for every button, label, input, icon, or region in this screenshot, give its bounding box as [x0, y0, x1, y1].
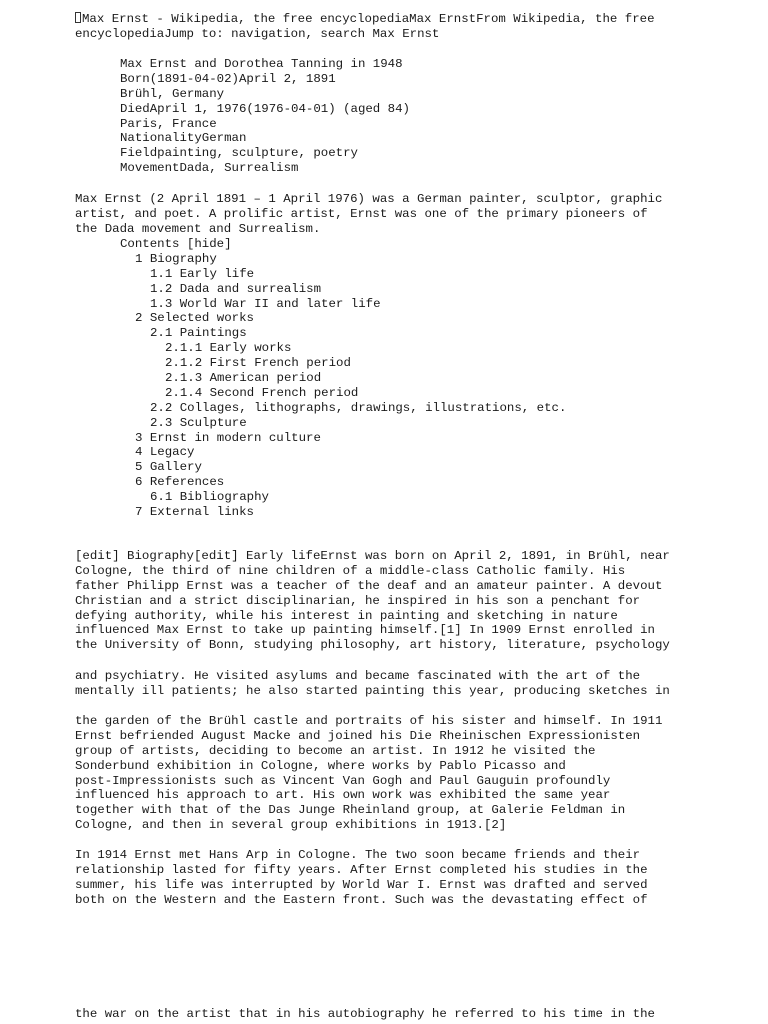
toc-item[interactable]: 2.1.1 Early works	[165, 341, 292, 356]
missing-glyph-icon	[75, 12, 81, 23]
infobox-field: Fieldpainting, sculpture, poetry	[120, 146, 358, 161]
toc-item[interactable]: 4 Legacy	[135, 445, 195, 460]
body-line: the University of Bonn, studying philosophy, art history, literature, psychology	[75, 638, 670, 653]
infobox-born: Born(1891-04-02)April 2, 1891	[120, 71, 336, 86]
toc-item[interactable]: 6 References	[135, 475, 225, 490]
body-line: summer, his life was interrupted by World War I. Ernst was drafted and served	[75, 877, 648, 892]
infobox-deathplace: Paris, France	[120, 116, 217, 131]
toc-item[interactable]: 1.3 World War II and later life	[150, 296, 381, 311]
toc-item[interactable]: 1 Biography	[135, 251, 217, 266]
body-line: group of artists, deciding to become an artist. In 1912 he visited the	[75, 743, 596, 758]
body-line: influenced his approach to art. His own work was exhibited the same year	[75, 788, 611, 803]
header-line-2: encyclopediaJump to: navigation, search Max Ernst	[75, 26, 440, 41]
biography-paragraph-3	[75, 714, 662, 833]
body-line: post-Impressionists such as Vincent Van Gogh and Paul Gauguin profoundly	[75, 773, 611, 788]
toc-item[interactable]: 2 Selected works	[135, 311, 254, 326]
body-line: mentally ill patients; he also started painting this year, producing sketches in	[75, 683, 670, 698]
toc-item[interactable]: 7 External links	[135, 505, 254, 520]
toc-item[interactable]: 2.2 Collages, lithographs, drawings, illustrations, etc.	[150, 400, 567, 415]
toc-item[interactable]: 1.1 Early life	[150, 266, 255, 281]
body-line: Cologne, and then in several group exhibitions in 1913.[2]	[75, 818, 507, 833]
infobox-died: DiedApril 1, 1976(1976-04-01) (aged 84)	[120, 101, 410, 116]
toc-item[interactable]: 2.1.2 First French period	[165, 356, 351, 371]
toc-item[interactable]: 2.1.4 Second French period	[165, 385, 359, 400]
table-of-contents	[75, 237, 715, 520]
toc-title: Contents [hide]	[120, 237, 232, 251]
body-line: defying authority, while his interest in painting and sketching in nature	[75, 608, 618, 623]
toc-item[interactable]: 3 Ernst in modern culture	[135, 430, 321, 445]
infobox	[75, 57, 410, 176]
body-line: together with that of the Das Junge Rheinland group, at Galerie Feldman in	[75, 803, 626, 818]
body-line: Cologne, the third of nine children of a middle-class Catholic family. His	[75, 563, 626, 578]
body-line: [edit] Biography[edit] Early lifeErnst was born on April 2, 1891, in Brühl, near	[75, 549, 670, 563]
biography-paragraph-2	[75, 669, 670, 699]
search-link[interactable]: search	[320, 26, 366, 41]
toc-list	[75, 252, 715, 520]
intro-line: the Dada movement and Surrealism.	[75, 221, 321, 236]
body-line: Ernst befriended August Macke and joined his Die Rheinischen Expressionisten	[75, 728, 641, 743]
body-line: In 1914 Ernst met Hans Arp in Cologne. The two soon became friends and their	[75, 848, 641, 862]
infobox-nationality: NationalityGerman	[120, 131, 247, 146]
infobox-movement: MovementDada, Surrealism	[120, 161, 299, 176]
body-line: father Philipp Ernst was a teacher of the deaf and an amateur painter. A devout	[75, 578, 663, 593]
body-line: relationship lasted for fifty years. After Ernst completed his studies in the	[75, 862, 648, 877]
body-line: influenced Max Ernst to take up painting himself.[1] In 1909 Ernst enrolled in	[75, 623, 655, 638]
toc-item[interactable]: 6.1 Bibliography	[150, 490, 269, 505]
body-line: the war on the artist that in his autobiography he referred to his time in the	[75, 1007, 655, 1021]
toc-item[interactable]: 5 Gallery	[135, 460, 202, 475]
toc-item[interactable]: 2.1.3 American period	[165, 371, 322, 386]
body-line: Sonderbund exhibition in Cologne, where works by Pablo Picasso and	[75, 758, 566, 773]
page-header	[75, 12, 655, 42]
body-line: Christian and a strict disciplinarian, he inspired in his son a penchant for	[75, 593, 641, 608]
infobox-birthplace: Brühl, Germany	[120, 86, 225, 101]
body-line: and psychiatry. He visited asylums and became fascinated with the art of the	[75, 669, 641, 683]
biography-paragraph-1	[75, 549, 670, 653]
intro-line: artist, and poet. A prolific artist, Ernst was one of the primary pioneers of	[75, 206, 648, 221]
biography-paragraph-5	[75, 1007, 655, 1022]
toc-item[interactable]: 2.1 Paintings	[150, 326, 247, 341]
body-line: the garden of the Brühl castle and portraits of his sister and himself. In 1911	[75, 714, 663, 728]
toc-hide-link[interactable]: [hide]	[186, 237, 232, 251]
intro-paragraph	[75, 192, 662, 237]
intro-line: Max Ernst (2 April 1891 – 1 April 1976) was a German painter, sculptor, graphic	[75, 192, 663, 206]
biography-paragraph-4	[75, 848, 648, 908]
toc-item[interactable]: 2.3 Sculpture	[150, 415, 247, 430]
infobox-caption: Max Ernst and Dorothea Tanning in 1948	[120, 57, 403, 71]
navigation-link[interactable]: navigation	[231, 26, 306, 41]
header-line-1: Max Ernst - Wikipedia, the free encyclopediaMax ErnstFrom Wikipedia, the free	[75, 12, 655, 27]
toc-item[interactable]: 1.2 Dada and surrealism	[150, 281, 322, 296]
body-line: both on the Western and the Eastern front. Such was the devastating effect of	[75, 892, 648, 907]
